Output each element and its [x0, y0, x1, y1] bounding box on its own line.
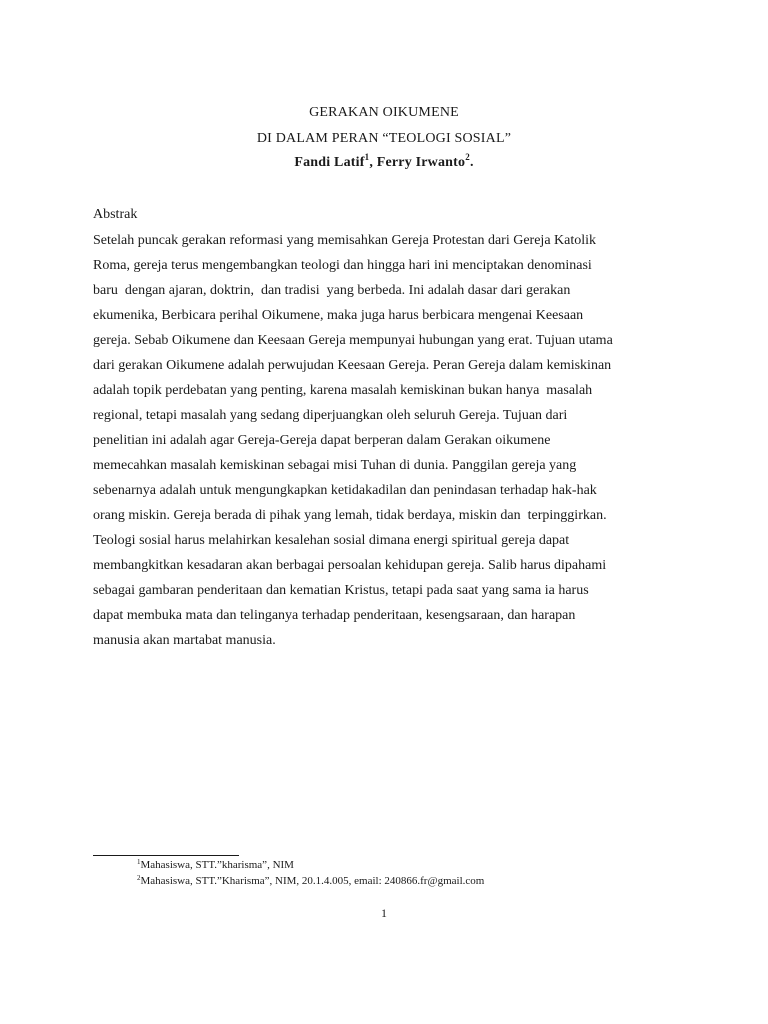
abstract-line: Teologi sosial harus melahirkan kesalehan sosial dimana energi spiritual gereja dapat: [93, 533, 570, 548]
abstract-line: sebenarnya adalah untuk mengungkapkan ketidakadilan dan penindasan terhadap hak-hak: [93, 483, 597, 498]
abstract-line: Roma, gereja terus mengembangkan teologi dan hingga hari ini menciptakan denominasi: [93, 258, 592, 273]
footnote-2-text: Mahasiswa, STT.”Kharisma”, NIM, 20.1.4.005, email: 240866.fr@gmail.com: [140, 875, 485, 887]
abstract-line: dapat membuka mata dan telinganya terhadap penderitaan, kesengsaraan, dan harapan: [93, 608, 576, 623]
abstract-line: ekumenika, Berbicara perihal Oikumene, maka juga harus berbicara mengenai Keesaan: [93, 308, 584, 323]
abstract-line: penelitian ini adalah agar Gereja-Gereja dapat berperan dalam Gerakan oikumene: [93, 433, 551, 448]
author-1: Fandi Latif: [294, 155, 365, 170]
footnote-1-text: Mahasiswa, STT.”kharisma”, NIM: [140, 859, 294, 871]
abstract-line: membangkitkan kesadaran akan berbagai persoalan kehidupan gereja. Salib harus dipahami: [93, 558, 607, 573]
paper-title-line-2: DI DALAM PERAN “TEOLOGI SOSIAL”: [256, 131, 512, 146]
abstract-line: regional, tetapi masalah yang sedang diperjuangkan oleh seluruh Gereja. Tujuan dari: [93, 408, 568, 423]
abstract-line: sebagai gambaran penderitaan dan kematian Kristus, tetapi pada saat yang sama ia harus: [93, 583, 589, 598]
abstract-line: adalah topik perdebatan yang penting, karena masalah kemiskinan bukan hanya masalah: [93, 383, 593, 398]
author-2: Ferry Irwanto: [376, 155, 466, 170]
abstract-heading: Abstrak: [93, 207, 138, 222]
author-2-footnote-ref: 2: [465, 152, 470, 162]
abstract-line: gereja. Sebab Oikumene dan Keesaan Gereja mempunyai hubungan yang erat. Tujuan utama: [93, 333, 613, 348]
paper-title-line-1: GERAKAN OIKUMENE: [309, 105, 459, 120]
abstract-line: baru dengan ajaran, doktrin, dan tradisi yang berbeda. Ini adalah dasar dari gerakan: [93, 283, 571, 298]
abstract-line: orang miskin. Gereja berada di pihak yang lemah, tidak berdaya, miskin dan terpinggirkan.: [93, 508, 607, 523]
author-1-footnote-ref: 1: [364, 152, 370, 162]
footnote-2-number: 2: [137, 874, 141, 882]
abstract-line: memecahkan masalah kemiskinan sebagai misi Tuhan di dunia. Panggilan gereja yang: [93, 458, 577, 473]
author-line: [0, 154, 768, 172]
footnote-1: [137, 858, 294, 872]
footnote-2: [137, 874, 484, 888]
abstract-line: Setelah puncak gerakan reformasi yang memisahkan Gereja Protestan dari Gereja Katolik: [93, 233, 597, 248]
footnote-separator: [93, 855, 239, 856]
page-number: 1: [381, 906, 387, 920]
abstract-line: manusia akan martabat manusia.: [93, 633, 276, 648]
footnote-1-number: 1: [137, 858, 141, 866]
abstract-line: dari gerakan Oikumene adalah perwujudan Keesaan Gereja. Peran Gereja dalam kemiskinan: [93, 358, 612, 373]
author-separator: ,: [369, 155, 377, 170]
author-line-end: .: [469, 155, 474, 170]
